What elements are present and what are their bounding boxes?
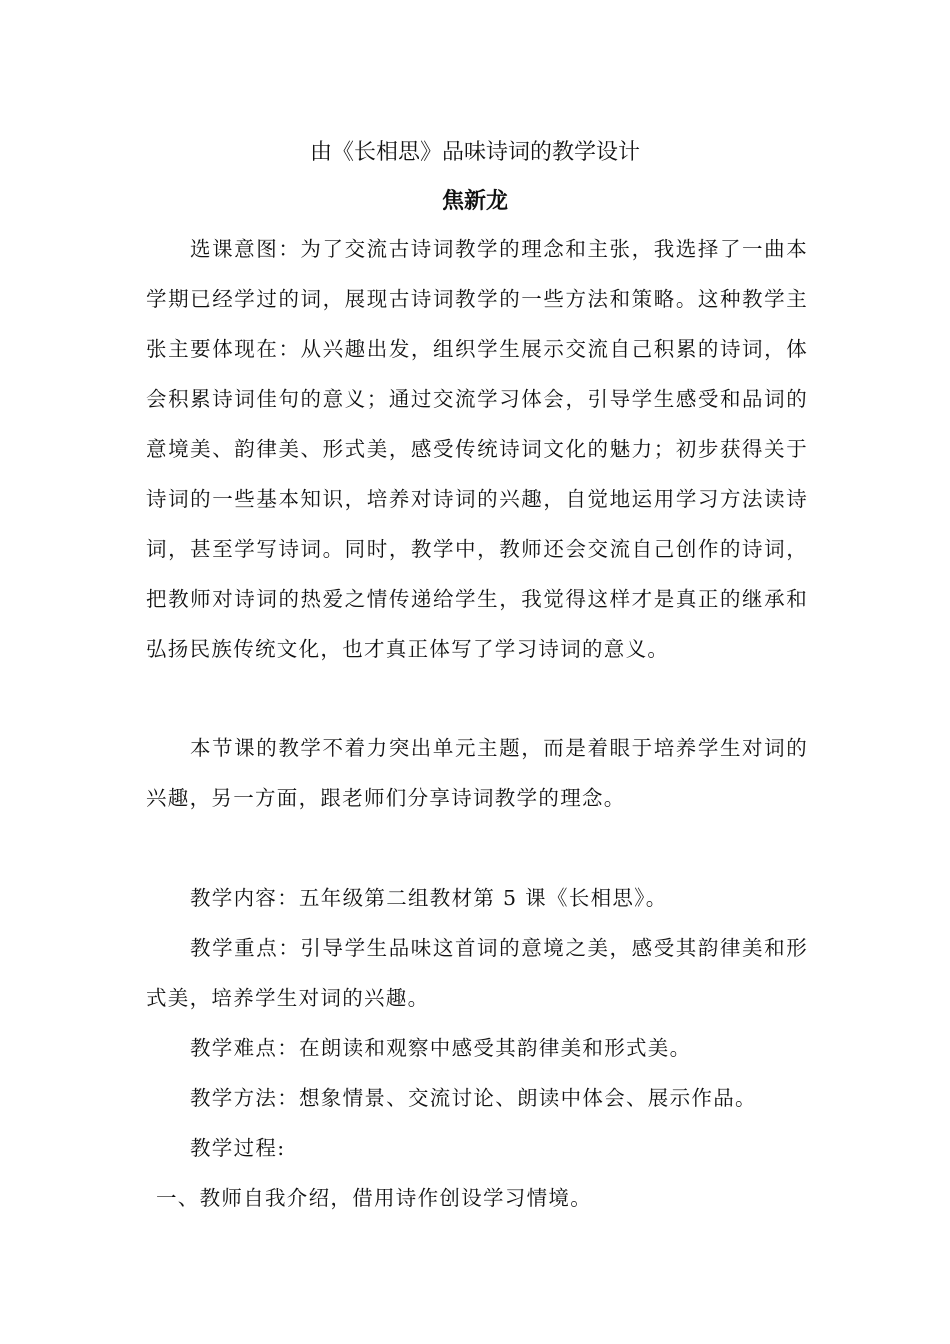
paragraph-teaching-content: 教学内容：五年级第二组教材第 5 课《长相思》。 <box>190 886 668 910</box>
section-heading-step-one: 一、教师自我介绍，借用诗作创设学习情境。 <box>156 1186 592 1210</box>
author-name: 焦新龙 <box>441 189 508 214</box>
paragraph-key-points: 教学重点：引导学生品味这首词的意境之美，感受其韵律美和形式美，培养学生对词的兴趣。 <box>146 936 808 1010</box>
paragraph-course-intent: 选课意图：为了交流古诗词教学的理念和主张，我选择了一曲本学期已经学过的词，展现古诗词教学的一些方法和策略。这种教学主张主要体现在：从兴趣出发，组织学生展示交流自己积累的诗词，体会积累诗词佳句的意义；通过交流学习体会，引导学生感受和品词的意境美、韵律美、形式美，感受传统诗词文化的魅力；初步获得关于诗词的一些基本知识，培养对诗词的兴趣，自觉地运用学习方法读诗词，甚至学写诗词。同时，教学中，教师还会交流自己创作的诗词，把教师对诗词的热爱之情传递给学生，我觉得这样才是真正的继承和弘扬民族传统文化，也才真正体写了学习诗词的意义。 <box>146 237 808 661</box>
document-title: 由《长相思》品味诗词的教学设计 <box>309 140 640 165</box>
paragraph-teaching-process: 教学过程: <box>190 1136 286 1160</box>
paragraph-difficulties: 教学难点：在朗读和观察中感受其韵律美和形式美。 <box>190 1036 692 1060</box>
paragraph-lesson-focus: 本节课的教学不着力突出单元主题，而是着眼于培养学生对词的兴趣，另一方面，跟老师们分享诗词教学的理念。 <box>146 736 808 810</box>
paragraph-teaching-methods: 教学方法：想象情景、交流讨论、朗读中体会、展示作品。 <box>190 1086 757 1110</box>
